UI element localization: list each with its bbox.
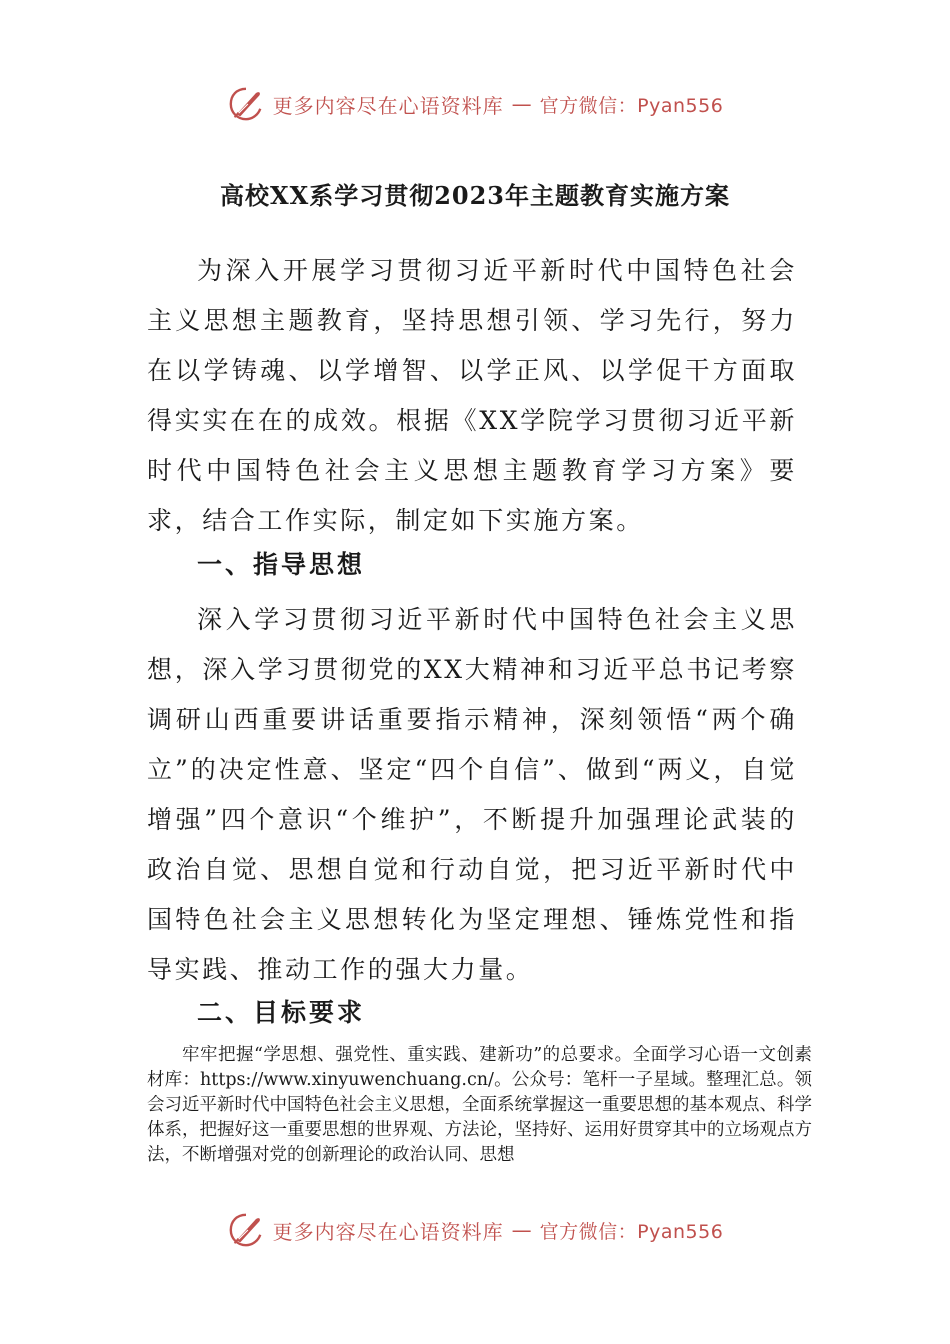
watermark-text: 更多内容尽在心语资料库 [272, 93, 504, 118]
quill-pen-logo-icon [227, 1211, 265, 1249]
section-heading-guiding-ideology: 一、指导思想 [197, 550, 366, 579]
watermark-separator: — [511, 92, 532, 116]
watermark-text: 更多内容尽在心语资料库 [272, 1219, 504, 1244]
watermark-contact: 官方微信：Pyan556 [539, 94, 724, 117]
quill-pen-logo-icon [227, 85, 265, 123]
watermark-contact: 官方微信：Pyan556 [539, 1220, 724, 1243]
header-watermark-banner [0, 82, 950, 126]
watermark-separator: — [511, 1218, 532, 1242]
paragraph-guiding-ideology: 深入学习贯彻习近平新时代中国特色社会主义思想，深入学习贯彻党的XX大精神和习近平总书记考察调研山西重要讲话重要指示精神，深刻领悟“两个确立”的决定性意、坚定“四个自信”、做到“两义，自觉增强”四个意识“个维护”，不断提升加强理论武装的政治自觉、思想自觉和行动自觉，把习近平新时代中国特色社会主义思想转化为坚定理想、锤炼党性和指导实践、推动工作的强大力量。 [147, 605, 797, 984]
document-title: 高校XX系学习贯彻2023年主题教育实施方案 [219, 181, 731, 210]
section-heading-goals: 二、目标要求 [197, 998, 366, 1027]
footer-watermark-banner [0, 1208, 950, 1252]
paragraph-intro: 为深入开展学习贯彻习近平新时代中国特色社会主义思想主题教育，坚持思想引领、学习先行，努力在以学铸魂、以学增智、以学正风、以学促干方面取得实实在在的成效。根据《XX学院学习贯彻习近平新时代中国特色社会主义思想主题教育学习方案》要求，结合工作实际，制定如下实施方案。 [147, 256, 797, 535]
paragraph-goals: 牢牢把握“学思想、强党性、重实践、建新功”的总要求。全面学习心语一文创素材库：https://www.xinyuwenchuang.cn/。公众号：笔杆一子星域。整理汇总。领会习近平新时代中国特色社会主义思想，全面系统掌握这一重要思想的基本观点、科学体系，把握好这一重要思想的世界观、方法论，坚持好、运用好贯穿其中的立场观点方法，不断增强对党的创新理论的政治认同、思想 [147, 1045, 812, 1165]
